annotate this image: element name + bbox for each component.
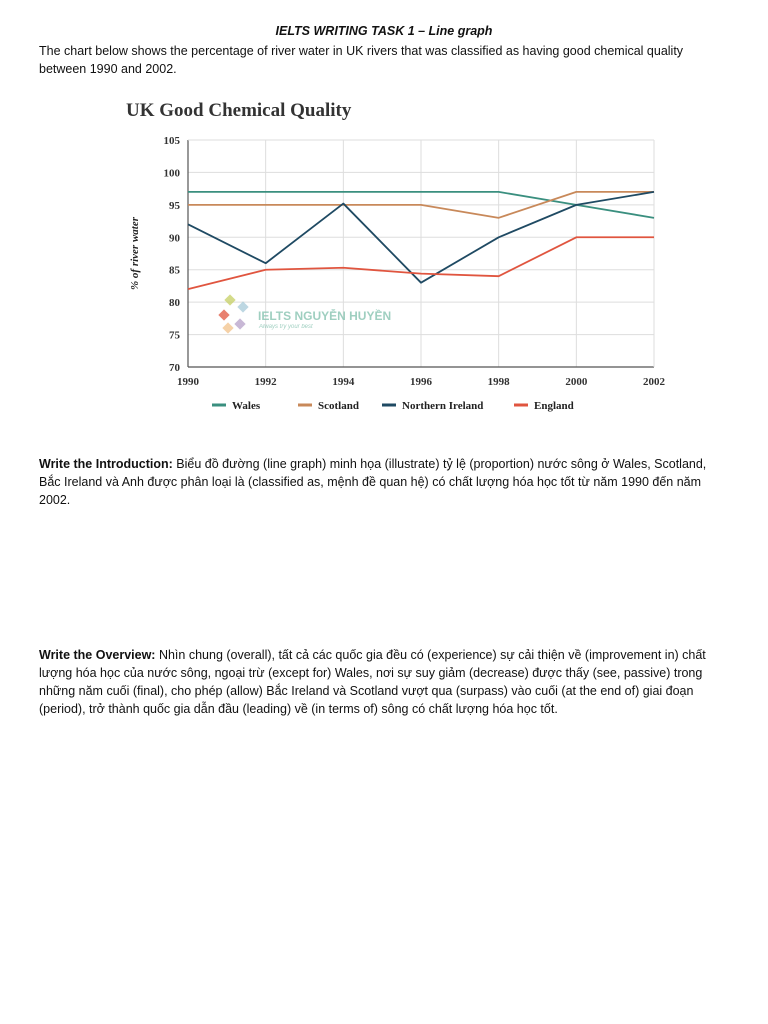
x-tick-label: 1992: [254, 376, 277, 388]
introduction-text: Biểu đồ đường (line graph) minh họa (illustrate) tỷ lệ (proportion) nước sông ở Wales, Scotland, Bắc Ireland và Anh được phân loại là (classified as, mệnh đề quan hệ) có chất lượng hóa học tốt từ năm 1990 đến năm 2002.: [39, 457, 707, 507]
x-tick-label: 1996: [410, 376, 432, 388]
overview-label: Write the Overview:: [39, 648, 156, 662]
y-axis-label: % of river water: [129, 216, 141, 291]
x-tick-label: 2002: [643, 376, 665, 388]
overview-text: Nhìn chung (overall), tất cả các quốc gia đều có (experience) sự cải thiện về (improvement in) chất lượng hóa học của nước sông, ngoại trừ (except for) Wales, nơi sự suy giảm (decrease) được thấy (see, passive) trong những năm cuối (final), cho phép (allow) Bắc Ireland và Scotland vượt qua (surpass) vào cuối (at the end of) giai đoạn (period), trở thành quốc gia dẫn đầu (leading) về (in terms of) sông có chất lượng hóa học tốt.: [39, 648, 706, 716]
y-tick-label: 90: [169, 232, 180, 245]
x-tick-label: 2000: [565, 376, 588, 388]
legend-label: Wales: [232, 400, 261, 412]
x-tick-label: 1998: [487, 376, 510, 388]
introduction-section: [39, 455, 729, 509]
chart-title: UK Good Chemical Quality: [126, 100, 352, 121]
watermark-logo-shape: [234, 318, 245, 329]
watermark-logo-shape: [224, 294, 235, 305]
y-tick-label: 85: [169, 264, 180, 277]
y-tick-label: 100: [163, 167, 180, 180]
watermark-logo-shape: [222, 322, 233, 333]
watermark-logo-shape: [218, 309, 229, 320]
worksheet-heading: IELTS WRITING TASK 1 – Line graph: [275, 24, 493, 38]
y-tick-label: 95: [169, 199, 180, 212]
watermark-logo-shape: [237, 301, 248, 312]
legend-label: Scotland: [318, 400, 359, 412]
overview-section: [39, 646, 729, 718]
chart-canvas: [118, 90, 678, 420]
x-tick-label: 1994: [332, 376, 355, 388]
legend-label: England: [534, 400, 574, 412]
y-tick-label: 70: [169, 362, 180, 374]
x-tick-label: 1990: [177, 376, 199, 388]
task-prompt: The chart below shows the percentage of river water in UK rivers that was classified as having good chemical quality between 1990 and 2002.: [39, 44, 684, 76]
watermark-tagline: Always try your best: [259, 324, 313, 330]
introduction-label: Write the Introduction:: [39, 457, 173, 471]
line-chart: [118, 90, 678, 420]
y-tick-label: 75: [169, 329, 180, 342]
y-tick-label: 105: [163, 135, 180, 147]
legend-label: Northern Ireland: [402, 400, 484, 412]
watermark-brand: IELTS NGUYỄN HUYỀN: [258, 309, 392, 323]
y-tick-label: 80: [169, 297, 180, 310]
